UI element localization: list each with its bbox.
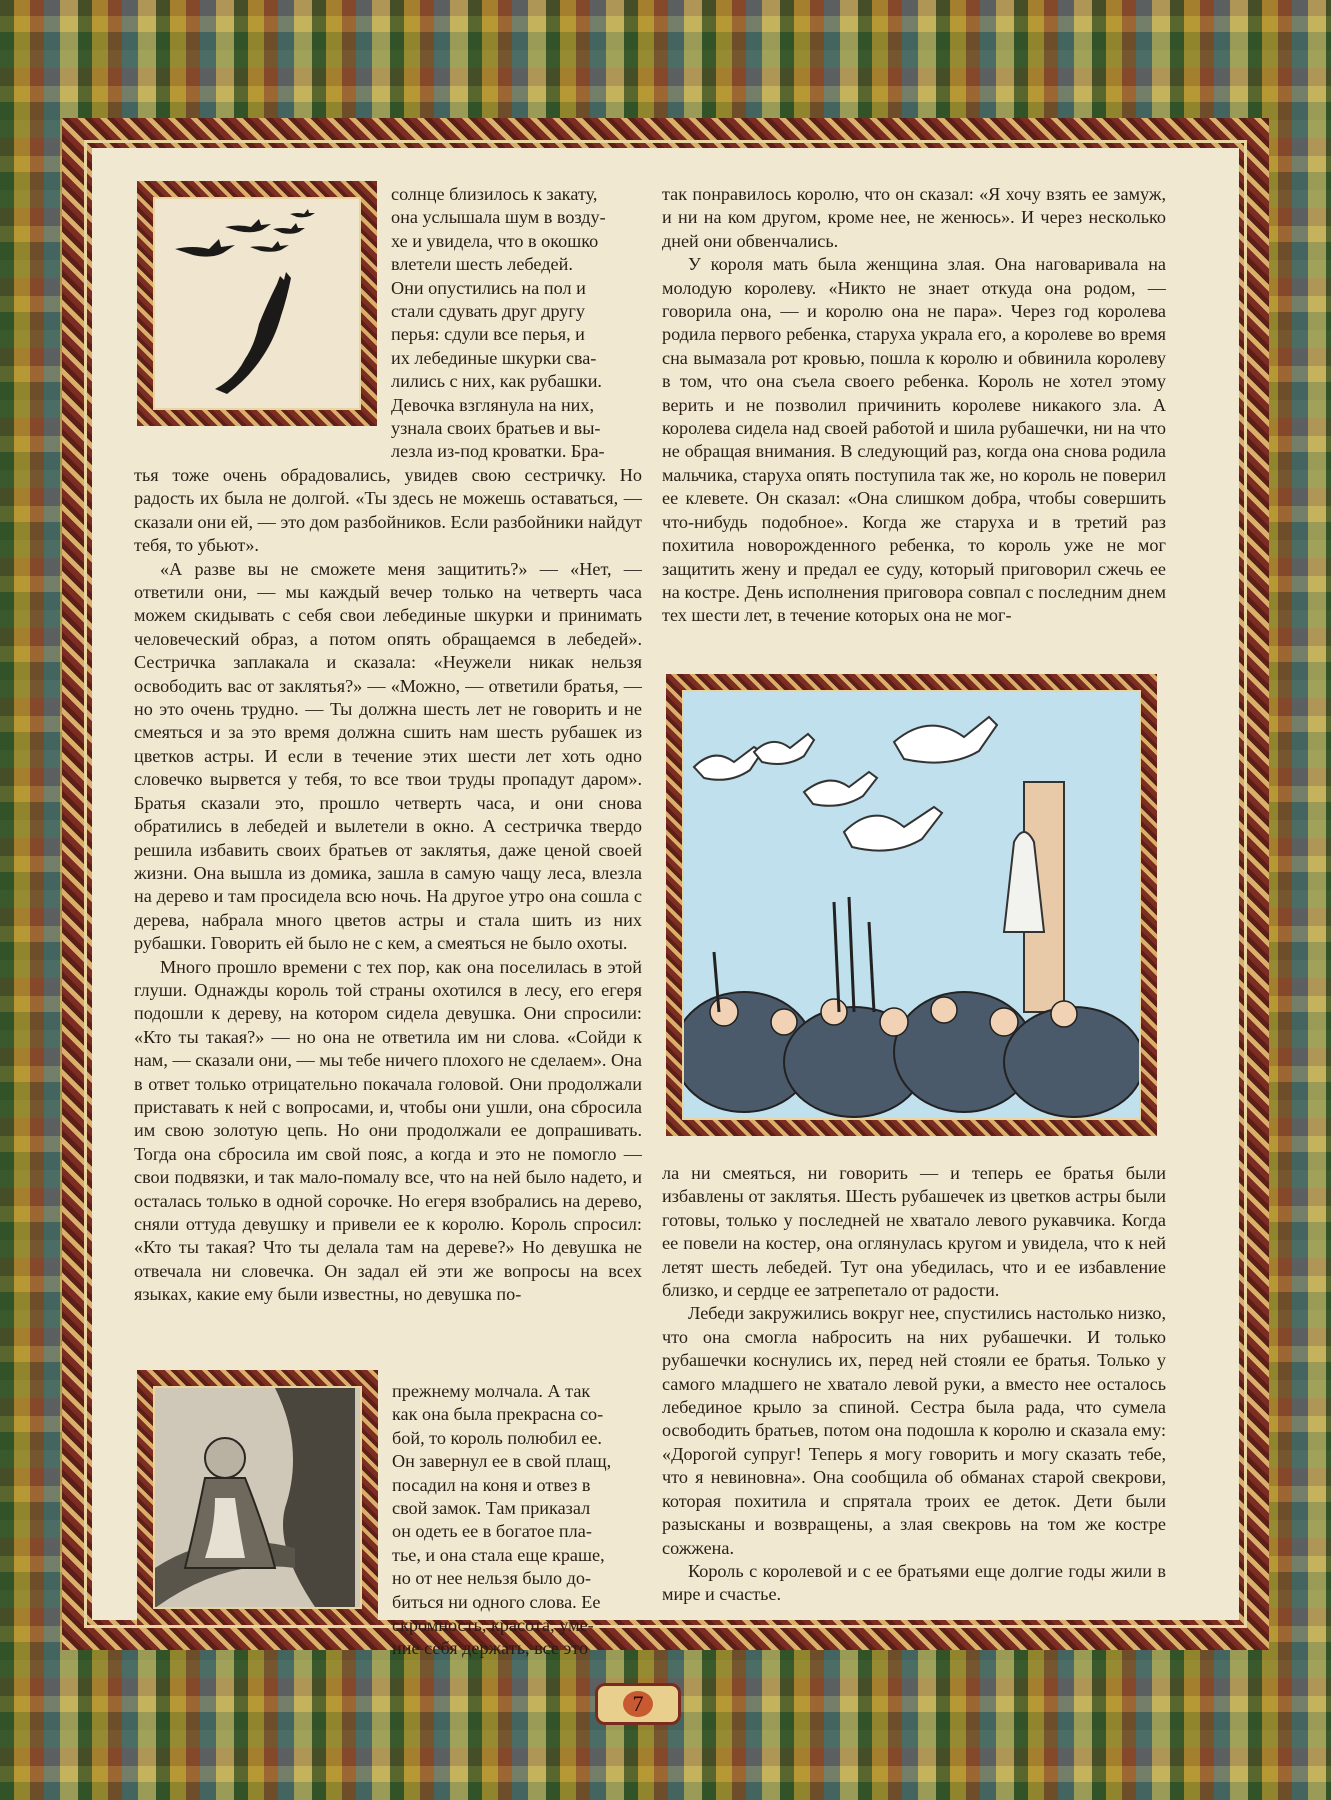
swan-4 (273, 223, 305, 234)
text-line: влетели шесть лебедей. (391, 254, 573, 275)
col2-top (662, 183, 1166, 628)
text-line: но от нее нельзя было до- (392, 1568, 592, 1589)
paragraph: Лебеди закружились вокруг нее, спустились настолько низко, что она смогла набросить на них рубашечки. И только рубашечки коснулись их, перед ней стояли ее братья. Только у самого младшего не хватало левой руки, а вместо нее осталось лебединое крыло за спиной. Сестра была рада, что сумела освободить братьев, потом она подошла к королю и сказала ему: «Дорогой супруг! Теперь я могу говорить и могу сказать тебе, что я невиновна». Она сообщила об обманах старой свекрови, которая похитила и спрятала троих ее деток. Дети были разысканы и возвращены, а злая свекровь на том же костре сожжена. (662, 1303, 1166, 1558)
paragraph: У короля мать была женщина злая. Она наговаривала на молодую королеву. «Никто не знает откуда она родом, — говорила она, — и королю она не пара». Через год королева родила первого ребенка, старуха украла его, а королеве во время сна вымазала рот кровью, пошла к королю и обвинила королеву в том, что она съела своего ребенка. Король не хотел этому верить и не позволил причинить королеве никакого зла. А королева сидела над своей работой и шила рубашечки, ни на что не обращая внимания. В следующий раз, когда она снова родила мальчика, старуха опять поступила так же, но король не поверил ее клевете. Он сказал: «Она слишком добра, чтобы совершить что-нибудь подобное». Когда же старуха и в третий раз похитила новорожденного ребенка, то король уже не мог защитить жену и предал ее суду, который приговорил сжечь ее на костре. День исполнения приговора совпал с последним днем тех шести лет, в течение которых она не мог- (662, 254, 1166, 626)
text-line: бой, то король полюбил ее. (392, 1427, 602, 1448)
page-number-badge (595, 1683, 681, 1725)
swans-silhouette-image (153, 197, 361, 410)
swans-crowd-frame (666, 674, 1157, 1136)
text-line: тье, и она стала еще краше, (392, 1544, 605, 1565)
paragraph: Много прошло времени с тех пор, как она поселилась в этой глуши. Однажды король той страны охотился в лесу, его егеря подошли к дереву, на котором сидела девушка. Они спросили: «Кто ты такая?» — но она не ответила им ни слова. «Сойди к нам, — сказали они, — мы тебе ничего плохого не сделаем». Она в ответ только отрицательно покачала головой. Они продолжали приставать к ней с вопросами, и, чтобы они ушли, она сбросила им свою золотую цепь. Но они продолжали ее допрашивать. Тогда она сбросила им свой пояс, а когда и это не помогло — свои подвязки, и так мало-помалу все, что на ней было надето, и осталась только в одной сорочке. Но егеря взобрались на дерево, сняли оттуда девушку и привели ее к королю. Король спросил: «Кто ты такая? Что ты делала там на дереве?» Но девушка не отвечала ни словечка. Он задал ей эти же вопросы на всех языках, какие ему были известны, но девушка по- (134, 956, 642, 1305)
text-line: Они опустились на пол и (391, 277, 586, 298)
page-number: 7 (623, 1691, 653, 1717)
text-line: хе и увидела, что в окошко (391, 230, 599, 251)
swans-silhouette-svg (155, 199, 359, 408)
text-line: лились с них, как рубашки. (391, 371, 602, 392)
swans-crowd-svg (684, 692, 1139, 1118)
girl-tree-image (153, 1386, 362, 1609)
text-line: ние себя держать, все это (392, 1638, 589, 1659)
text-line: перья: сдули все перья, и (391, 324, 585, 345)
paragraph: так понравилось королю, что он сказал: «Я хочу взять ее замуж, и ни на ком другом, кроме нее, не женюсь». И через несколько дней они обвенчались. (662, 184, 1166, 251)
swan-2 (225, 219, 271, 232)
col1-wrap-lines (391, 183, 641, 464)
paragraph: тья тоже очень обрадовались, увидев свою сестричку. Но радость их была не долгой. «Ты здесь не можешь оставаться, — сказали они ей, — это дом разбойников. Если разбойники найдут тебя, то убьют». (134, 465, 642, 556)
text-line: стали сдувать друг другу (391, 301, 585, 322)
text-line: скромность, красота, уме- (392, 1615, 594, 1636)
girl-tree-frame (137, 1370, 378, 1625)
swan-3 (250, 241, 289, 252)
text-line: биться ни одного слова. Ее (392, 1591, 601, 1612)
text-line: Девочка взглянула на них, (391, 394, 595, 415)
paragraph: «А разве вы не сможете меня защитить?» — «Нет, — ответили они, — мы каждый вечер только на четверть часа можем скидывать с себя свои лебединые шкурки и принимать человеческий образ, а потом опять обращаемся в лебедей». Сестричка заплакала и сказала: «Неужели никак нельзя освободить вас от заклятья?» — «Можно, — ответили братья, — но это очень трудно. — Ты должна шесть лет не говорить и не смеяться и за это время должна сшить нам шесть рубашек из цветков астры. И если в течение этих шести лет хоть одно словечко вырвется у тебя, то все твои труды пропадут даром». Братья сказали это, прошло четверть часа, и они снова обратились в лебедей и вылетели в окно. А сестричка твердо решила избавить своих братьев от заклятья, даже ценой своей жизни. Она вышла из домика, зашла в самую чащу леса, влезла на дерево и там просидела всю ночь. На другое утро она сошла с дерева, набрала много цветов астры и стала шить из них рубашки. Говорить ей было не с кем, а смеяться не было охоты. (134, 558, 642, 954)
swans-crowd-image (682, 690, 1141, 1120)
text-line: прежнему молчала. А так (392, 1381, 591, 1401)
text-line: она услышала шум в возду- (391, 207, 606, 228)
swans-silhouette-frame (137, 181, 377, 426)
text-line: лезла из-под кроватки. Бра- (391, 441, 605, 462)
paragraph: ла ни смеяться, ни говорить — и теперь ее братья были избавлены от заклятья. Шесть рубашечек из цветков астры были готовы, только у последней не хватало левого рукавчика. Когда ее повели на костер, она оглянулась кругом и увидела, что к ней летят шесть лебедей. Тут она убедилась, что и ее избавление близко, и сердце ее затрепетало от радости. (662, 1163, 1166, 1301)
swan-5 (290, 209, 315, 217)
text-line: как она была прекрасна со- (392, 1404, 604, 1425)
girl-tree-svg (155, 1388, 360, 1607)
text-line: Он завернул ее в свой плащ, (392, 1451, 612, 1472)
text-line: солнце близилось к закату, (391, 184, 598, 204)
girl-head (205, 1438, 245, 1478)
col1-body (134, 464, 642, 1307)
text-line: он одеть ее в богатое пла- (392, 1521, 592, 1542)
text-line: свой замок. Там приказал (392, 1498, 591, 1519)
text-line: их лебединые шкурки сва- (391, 347, 597, 368)
text-line: узнала своих братьев и вы- (391, 418, 601, 439)
paragraph: Король с королевой и с ее братьями еще долгие годы жили в мире и счастье. (662, 1560, 1166, 1605)
text-line: посадил на коня и отвез в (392, 1474, 591, 1495)
col2-bottom (662, 1162, 1166, 1607)
castle-silhouette (215, 272, 291, 394)
swan-1 (175, 239, 235, 257)
col1-wrap-lines-2 (392, 1380, 642, 1661)
